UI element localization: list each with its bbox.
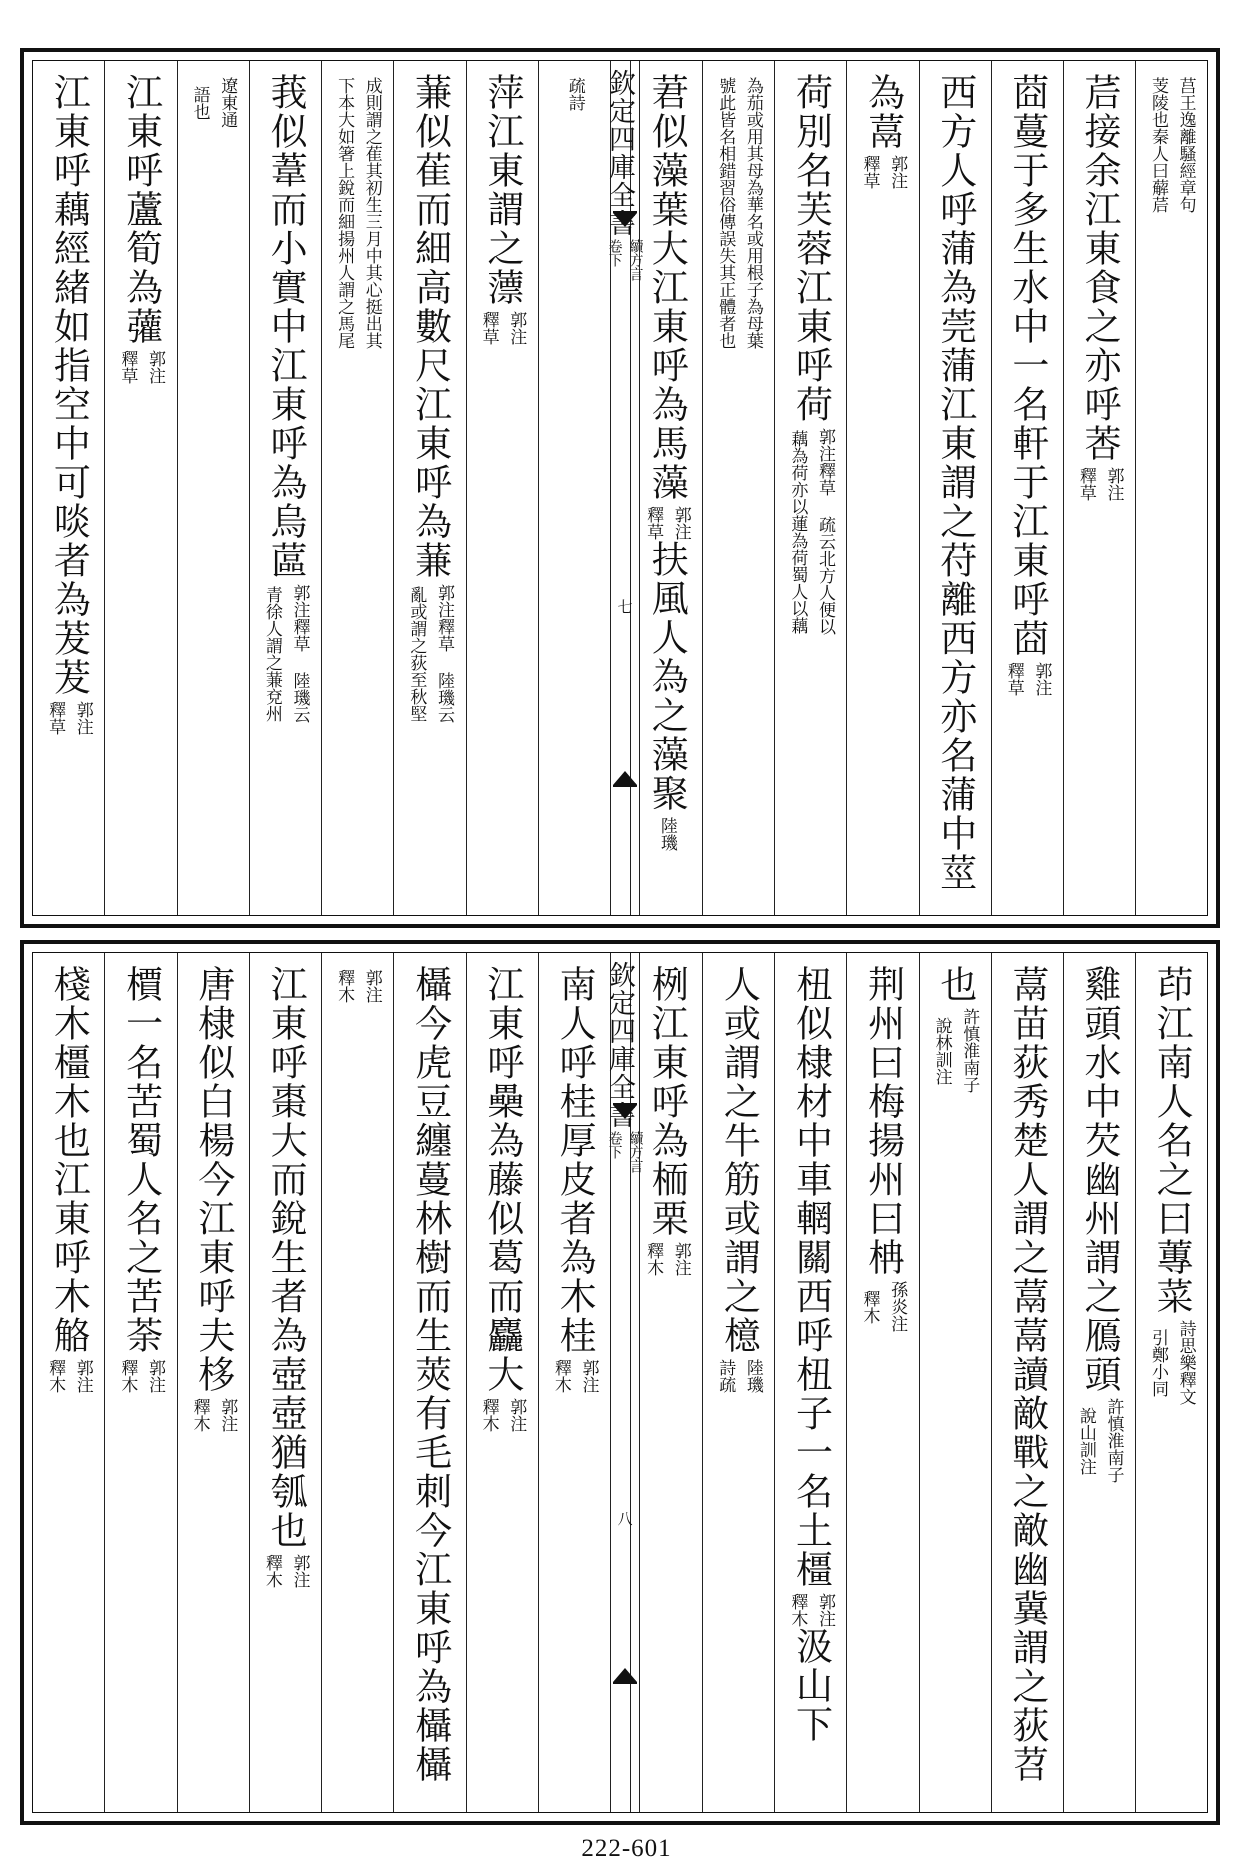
main-text: 江東呼藕經緒如指空中可啖者為茇茇: [47, 73, 91, 697]
annotation: 郭注: [289, 1554, 310, 1588]
main-text: 荷別名芙蓉江東呼荷: [789, 73, 833, 424]
annotation: 郭注: [145, 350, 166, 384]
annotation: 郭注釋草 陸璣云: [289, 584, 310, 723]
text-column: [249, 953, 321, 1812]
volume-label: [606, 1131, 644, 1173]
main-text: 莙似藻葉大江東呼為馬藻: [645, 73, 689, 502]
main-text: 人或謂之牛筋或謂之檍: [717, 965, 761, 1355]
annotation: 許慎淮南子: [1103, 1398, 1124, 1483]
text-column: [393, 61, 465, 915]
page-bottom: [20, 940, 1220, 1825]
text-column: [393, 953, 465, 1812]
annotation: 孫炎注: [887, 1281, 908, 1332]
annotation: 釋木: [117, 1359, 138, 1393]
text-column: [466, 953, 538, 1812]
page-top-frame: [32, 60, 1208, 916]
annotation: 釋草: [45, 701, 66, 735]
annotation: 郭注釋草 陸璣云: [434, 584, 455, 723]
annotation: 釋草: [478, 311, 499, 345]
main-text: 扶風人為之藻聚: [645, 540, 689, 813]
main-text: 蒹似萑而細高數尺江東呼為蒹: [408, 73, 452, 580]
main-text: 茩接余江東食之亦呼莕: [1078, 73, 1122, 463]
text-column: [1063, 61, 1135, 915]
annotation: 郭注: [72, 1359, 93, 1393]
text-column: [177, 953, 249, 1812]
main-text: 莔蔓于多生水中一名軒于江東呼莔: [1005, 73, 1049, 658]
page-number: 七: [617, 598, 633, 616]
page-top-gutter: [604, 61, 644, 915]
page-top-left-half: [33, 61, 610, 915]
annotation: 亂或謂之荻至秋堅: [406, 585, 427, 722]
annotation: 詩疏: [715, 1359, 736, 1393]
text-column: [177, 61, 249, 915]
text-column: [104, 61, 176, 915]
annotation: 語也: [189, 85, 210, 120]
annotation: 青徐人謂之蒹兗州: [261, 585, 282, 722]
annotation: 號此皆名相錯習俗傳誤失其正體者也: [715, 77, 736, 349]
fishtail-mark: [613, 769, 637, 787]
main-text: 南人呼桂厚皮者為木桂: [553, 965, 597, 1355]
annotation: 引鄭小同: [1147, 1328, 1168, 1397]
annotation: 郭注: [361, 969, 382, 1003]
annotation: 成則謂之萑其初生三月中其心挺出其: [361, 77, 382, 349]
main-text: 蒚苗荻秀楚人謂之蒚蒚讀敵戰之敵幽冀謂之荻苕: [1005, 965, 1049, 1784]
text-column: [466, 61, 538, 915]
annotation: 芰陵也秦人曰薢茩: [1147, 77, 1168, 213]
main-text: 棧木橿木也江東呼木觡: [47, 965, 91, 1355]
text-column: [321, 61, 393, 915]
annotation: 釋木: [478, 1398, 499, 1432]
annotation: 說山訓注: [1075, 1406, 1096, 1475]
annotation: 下本大如箸上銳而細揚州人謂之馬尾: [334, 77, 355, 349]
main-text: 欇今虎豆纏蔓林樹而生莢有毛刺今江東呼為欇欇: [408, 965, 452, 1784]
annotation: 郭注: [887, 155, 908, 189]
page-bottom-gutter: [604, 953, 644, 1812]
text-column: [991, 953, 1063, 1812]
annotation: 釋草: [643, 506, 664, 540]
volume-number: 卷下: [606, 1131, 623, 1159]
annotation: 釋木: [643, 1242, 664, 1276]
text-column: [1135, 61, 1207, 915]
main-text: 也: [933, 965, 977, 1004]
main-text: 西方人呼蒲為莞蒲江東謂之苻離西方亦名蒲中莖: [933, 73, 977, 892]
annotation: 郭注: [506, 1398, 527, 1432]
annotation: 釋木: [189, 1398, 210, 1432]
annotation: 郭注: [1031, 662, 1052, 696]
annotation: 陸璣: [742, 1359, 763, 1393]
annotation: 郭注釋草 疏云北方人便以: [814, 428, 835, 635]
volume-number: 卷下: [606, 239, 623, 267]
text-column: [33, 953, 104, 1812]
annotation: 疏詩: [564, 77, 585, 111]
annotation: 釋木: [45, 1359, 66, 1393]
text-column: [630, 953, 702, 1812]
annotation: 藕為荷亦以蓮為荷蜀人以藕: [787, 429, 808, 634]
annotation: 釋草: [1075, 467, 1096, 501]
annotation: 郭注: [670, 1242, 691, 1276]
annotation: 郭注: [72, 701, 93, 735]
text-column: [630, 61, 702, 915]
text-column: [33, 61, 104, 915]
annotation: 釋木: [261, 1554, 282, 1588]
annotation: 莒王逸離騷經章句: [1175, 77, 1196, 213]
text-column: [846, 953, 918, 1812]
annotation: 郭注: [217, 1398, 238, 1432]
annotation: 郭注: [670, 506, 691, 540]
fishtail-mark: [613, 1666, 637, 1684]
main-text: 汲山下: [789, 1627, 833, 1744]
text-column: [702, 61, 774, 915]
annotation: 遼東通: [217, 77, 238, 128]
volume-title: 續方言: [627, 1131, 644, 1173]
text-column: [538, 953, 610, 1812]
annotation: 郭注: [1103, 467, 1124, 501]
annotation: 釋草: [117, 350, 138, 384]
text-column: [846, 61, 918, 915]
main-text: 唐棣似白楊今江東呼夫栘: [191, 965, 235, 1394]
main-text: 雞頭水中芡幽州謂之鴈頭: [1078, 965, 1122, 1394]
annotation: 郭注: [578, 1359, 599, 1393]
annotation: 郭注: [506, 311, 527, 345]
main-text: 為蒚: [861, 73, 905, 151]
text-column: [1135, 953, 1207, 1812]
annotation: 郭注: [145, 1359, 166, 1393]
main-text: 荆州曰梅揚州曰柟: [861, 965, 905, 1277]
annotation: 釋草: [1003, 662, 1024, 696]
annotation: 釋木: [787, 1593, 808, 1627]
main-text: 莪似葦而小實中江東呼為烏蓲: [264, 73, 308, 580]
text-column: [774, 953, 846, 1812]
annotation: 詩思樂釋文: [1175, 1320, 1196, 1405]
main-text: 江東呼蘆筍為虇: [119, 73, 163, 346]
main-text: 江東呼櫐為藤似葛而麤大: [480, 965, 524, 1394]
text-column: [919, 953, 991, 1812]
page-top-right-half: [630, 61, 1207, 915]
annotation: 郭注: [814, 1593, 835, 1627]
annotation: 釋草: [859, 155, 880, 189]
text-column: [104, 953, 176, 1812]
volume-title: 續方言: [627, 239, 644, 281]
page-number: 八: [617, 1510, 633, 1528]
book-title: 欽定四庫全書: [604, 69, 635, 237]
page-reference: 222-601: [581, 1835, 672, 1862]
annotation: 釋木: [859, 1289, 880, 1324]
text-column: [249, 61, 321, 915]
text-column: [919, 61, 991, 915]
text-column: [702, 953, 774, 1812]
main-text: 杻似棣材中車輞關西呼杻子一名土橿: [789, 965, 833, 1589]
main-text: 萍江東謂之薸: [480, 73, 524, 307]
page-bottom-frame: [32, 952, 1208, 1813]
annotation: 許慎淮南子: [959, 1008, 980, 1093]
annotation: 說林訓注: [931, 1016, 952, 1085]
fishtail-mark: [613, 211, 637, 229]
book-title: 欽定四庫全書: [604, 961, 635, 1129]
annotation: 陸璣: [656, 817, 677, 851]
page-top: [20, 48, 1220, 928]
text-column: [1063, 953, 1135, 1812]
text-column: [991, 61, 1063, 915]
main-text: 茚江南人名之曰蓴菜: [1150, 965, 1194, 1316]
annotation: 釋木: [550, 1359, 571, 1393]
fishtail-mark: [613, 1103, 637, 1121]
volume-label: [606, 239, 644, 281]
annotation: 釋木: [334, 969, 355, 1003]
text-column: [538, 61, 610, 915]
text-column: [774, 61, 846, 915]
page-bottom-right-half: [630, 953, 1207, 1812]
main-text: 江東呼棗大而銳生者為壺壺猶瓠也: [264, 965, 308, 1550]
main-text: 栵江東呼為栭栗: [645, 965, 689, 1238]
annotation: 為茄或用其母為華名或用根子為母葉: [742, 77, 763, 349]
main-text: 檟一名苦蜀人名之苦荼: [119, 965, 163, 1355]
text-column: [321, 953, 393, 1812]
page-bottom-left-half: [33, 953, 610, 1812]
